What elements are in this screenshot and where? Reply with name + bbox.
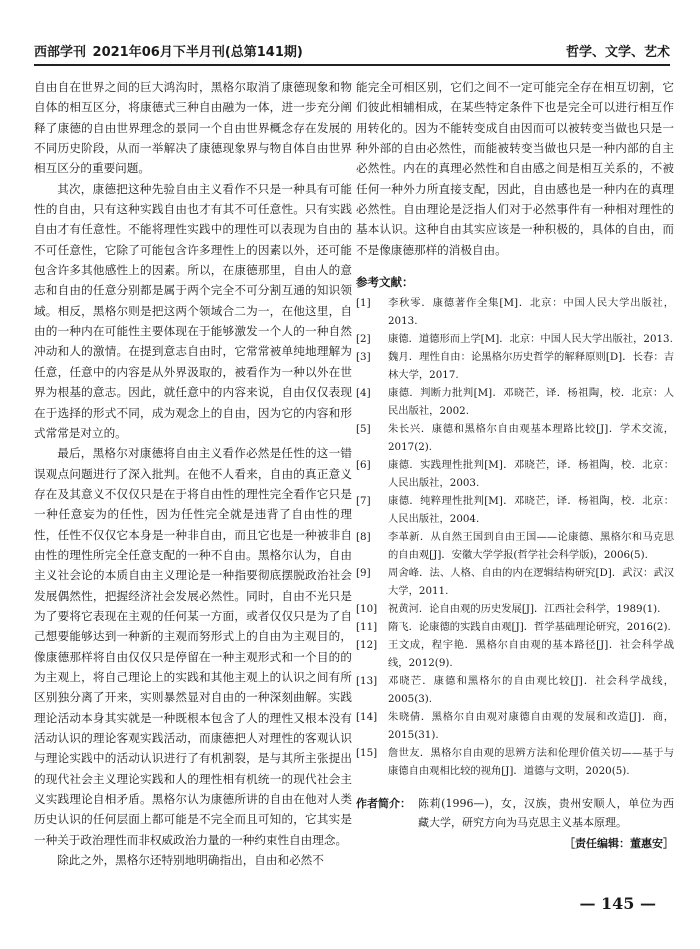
reference-text: 隋飞．论康德的实践自由观[J]．哲学基础理论研究，2016(2). [388, 621, 671, 634]
reference-text: 詹世友．黑格尔自由观的思辨方法和伦理价值关切——基于与康德自由观相比较的视角[J]．道德与文明，2020(5). [388, 747, 674, 778]
references-list [356, 294, 674, 780]
reference-text: 魏月．理性自由：论黑格尔历史哲学的解释原则[D]．长春：吉林大学，2017. [388, 351, 674, 382]
reference-number: [12] [356, 639, 378, 652]
reference-text: 朱长兴．康德和黑格尔自由观基本理路比较[J]．学术交流，2017(2). [388, 423, 674, 454]
header-left [34, 41, 305, 60]
paragraph: 其次，康德把这种先验自由主义看作不只是一种具有可能性的自由，只有这种实践自由也才有其不可任意性。只有实践自由才有任意性。不能将理性实践中的理性可以表现为自由的不可任意性，它除了可能包含许多理性上的因素以外，还可能包含许多其他感性上的因素。所以，在康德那里，自由人的意志和自由的任意分别都是属于两个完全不可分割互通的知识领域。相反，黑格尔则是把这两个领域合二为一，在他这里，自由的一种内在可能性主要体现在于能够激发一个人的一种自然冲动和人的激情。在提到意志自由时，它常常被单纯地理解为任意，任意中的内容是从外界汲取的，被看作为一种以外在世界为根基的意志。因此，就任意中的内容来说，自由仅仅表现在于选择的形式不同，成为观念上的自由，因为它的内容和形式常常是对立的。 [34, 181, 352, 440]
reference-number: [8] [356, 531, 371, 544]
paragraph: 除此之外，黑格尔还特别地明确指出，自由和必然不 [57, 853, 324, 868]
reference-text: 周舍峰．法、人格、自由的内在逻辑结构研究[D]．武汉：武汉大学，2011. [388, 567, 674, 598]
reference-number: [2] [356, 333, 371, 346]
paragraph: 最后，黑格尔对康德将自由主义看作必然是任性的这一错误观点问题进行了深入批判。在他不人看来，自由的真正意义存在及其意义不仅仅只是在于将自由性的理性完全看作它只是一种任意妄为的任性，因为任性完全就是违背了自由性的理性，任性不仅仅它本身是一种非自由，而且它也是一种被非自由性的理性所完全任意支配的一种不自由。黑格尔认为，自由主义社会论的本质自由主义理论是一种指要彻底摆脱政治社会发展偶然性，把握经济社会发展必然性。同时，自由不光只是为了要将它表现在主观的任何某一方面，或者仅仅只是为了自己想要能够达到一种新的主观而努形式上的自由为主观目的，像康德那样将自由仅仅只是停留在一种主观形式和一个目的的为主观上，将自己理论上的实践和其他主观上的认识之间有所区别独分离了开来，实则暴然显对自由的一种深刻曲解。实践理论活动本身其实就是一种既根本包含了人的理性又根本没有活动认识的理论客观实践活动，而康德把人对理性的客观认识与理论实践中的活动认识进行了有机割裂，是与其所主张提出的现代社会主义理论实践和人的理性相有机统一的现代社会主义实践理论自相矛盾。黑格尔认为康德所讲的自由在他对人类历史认识的任何层面上都可能是不完全而且可知的，它其实是一种关于政治理性而非权威政治力量的一种约束性自由理念。 [34, 446, 352, 847]
reference-number: [3] [356, 351, 371, 364]
reference-item [356, 600, 674, 618]
author-bio-label: 作者简介： [356, 797, 411, 811]
reference-item [356, 492, 674, 528]
reference-number: [11] [356, 621, 378, 634]
reference-item [356, 384, 674, 420]
reference-text: 李革新．从自然王国到自由王国——论康德、黑格尔和马克思的自由观[J]．安徽大学学报(哲学社会科学版)，2006(5). [388, 531, 674, 562]
reference-text: 王文成，程宇艳．黑格尔自由观的基本路径[J]．社会科学战线，2012(9). [388, 639, 674, 670]
paragraph: 能完全可相区别，它们之间不一定可能完全存在相互切割，它们彼此相辅相成，在某些特定条件下也是完全可以进行相互作用转化的。因为不能转变成自由因而可以被转变当做也只是一种外部的自由必然性，而能被转变当做也只是一种内部的自主必然性。内在的真理必然性和自由感之间是相互关系的，不被任何一种外力所直接支配，因此，自由感也是一种内在的真理必然性。自由理论是泛指人们对于必然事件有一种相对理性的基本认识。这种自由其实应该是一种积极的，具体的自由，而不是像康德那样的消极自由。 [356, 80, 674, 257]
journal-name: 西部学刊 [34, 45, 87, 60]
author-bio-text: 陈莉(1996—)，女，汉族，贵州安顺人，单位为西藏大学，研究方向为马克思主义基本原理。 [418, 797, 674, 830]
reference-item [356, 348, 674, 384]
reference-number: [10] [356, 603, 378, 616]
reference-number: [5] [356, 423, 371, 436]
reference-item [356, 672, 674, 708]
reference-item [356, 420, 674, 456]
reference-number: [7] [356, 495, 371, 508]
reference-item [356, 330, 674, 348]
reference-number: [13] [356, 675, 378, 688]
reference-number: [15] [356, 747, 378, 760]
author-bio [356, 794, 674, 832]
reference-number: [14] [356, 711, 378, 724]
reference-number: [1] [356, 297, 371, 310]
reference-item [356, 618, 674, 636]
reference-text: 康德．实践理性批判[M]．邓晓芒，译．杨祖陶，校．北京：人民出版社，2003. [388, 459, 674, 490]
reference-item [356, 456, 674, 492]
reference-text: 康德．判断力批判[M]．邓晓芒，译．杨祖陶，校．北京：人民出版社，2002. [388, 387, 674, 418]
reference-item [356, 528, 674, 564]
section-title: 哲学、文学、艺术 [565, 45, 670, 60]
reference-text: 邓晓芒．康德和黑格尔的自由观比较[J]．社会科学战线，2005(3). [388, 675, 674, 706]
reference-item [356, 564, 674, 600]
reference-text: 祝黄河．论自由观的历史发展[J]．江西社会科学，1989(1). [388, 603, 661, 616]
reference-item [356, 294, 674, 330]
page-header [34, 40, 670, 66]
reference-item [356, 636, 674, 672]
left-column [34, 77, 352, 868]
right-column [356, 77, 674, 849]
reference-number: [6] [356, 459, 371, 472]
reference-text: 康德．纯粹理性批判[M]．邓晓芒，译．杨祖陶，校．北京：人民出版社，2004. [388, 495, 674, 526]
reference-text: 李秋零．康德著作全集[M]．北京：中国人民大学出版社，2013. [388, 297, 674, 328]
references-title: 参考文献： [356, 275, 414, 290]
reference-item [356, 708, 674, 744]
issue-info: 2021年06月下半月刊(总第141期) [92, 45, 303, 60]
paragraph: 自由自在世界之间的巨大鸿沟时，黑格尔取消了康德现象和物自体的相互区分，将康德式三种自由融为一体，进一步充分阐释了康德的自由世界理念的景同一个自由世界概念存在发展的不同历史阶段，从而一举解决了康德现象界与物自体自由世界相互区分的重要问题。 [34, 80, 352, 176]
reference-text: 朱晓倩．黑格尔自由观对康德自由观的发展和改造[J]．商，2015(31). [388, 711, 674, 742]
reference-item [356, 744, 674, 780]
right-paragraphs [356, 77, 674, 260]
reference-number: [4] [356, 387, 371, 400]
reference-number: [9] [356, 567, 371, 580]
reference-text: 康德．道德形而上学[M]．北京：中国人民大学出版社，2013. [388, 333, 673, 346]
article-body [34, 77, 674, 868]
editor-note: ［责任编辑：董惠安］ [564, 837, 674, 851]
page-number: — 145 — [579, 894, 656, 913]
